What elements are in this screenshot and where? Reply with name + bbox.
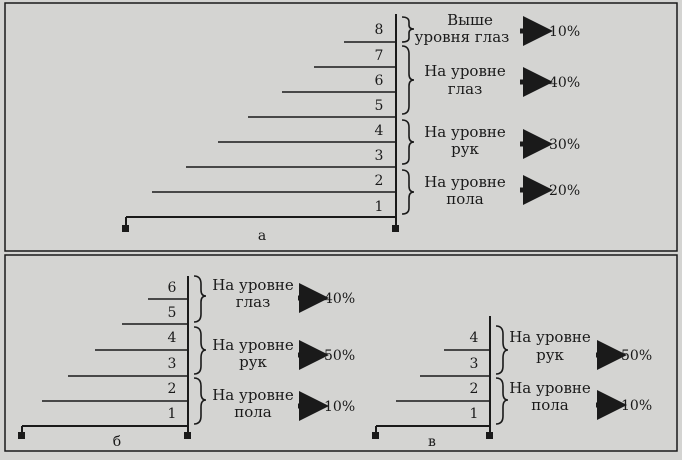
- shelf-number: 4: [374, 123, 384, 139]
- panel-caption: б: [112, 434, 122, 450]
- foot-block: [486, 432, 493, 439]
- shelf-number: 5: [167, 305, 177, 321]
- group-brace: [496, 326, 508, 374]
- group-label: глаз: [447, 80, 483, 98]
- group-label: На уровне: [424, 62, 506, 80]
- group-brace: [194, 327, 206, 374]
- group-brace: [402, 170, 414, 214]
- group-label: На уровне: [424, 123, 506, 141]
- panel-a-frame: [5, 3, 677, 251]
- foot-block: [184, 432, 191, 439]
- group-label: На уровне: [509, 328, 591, 346]
- shelf-number: 3: [469, 356, 479, 372]
- percent-label: 10%: [549, 24, 581, 40]
- shelf-number: 5: [374, 98, 384, 114]
- shelf-number: 1: [469, 406, 479, 422]
- group-brace: [194, 276, 206, 322]
- panel-v: [372, 316, 652, 450]
- percent-label: 10%: [324, 399, 356, 415]
- shelf-number: 4: [469, 330, 479, 346]
- shelf-number: 1: [167, 406, 177, 422]
- panel-caption: а: [257, 228, 267, 244]
- foot-block: [122, 225, 129, 232]
- shelf-number: 2: [167, 381, 177, 397]
- group-brace: [194, 378, 206, 424]
- shelf-number: 2: [469, 381, 479, 397]
- group-label: Выше: [447, 11, 493, 29]
- percent-label: 50%: [324, 348, 356, 364]
- group-label: рук: [536, 346, 564, 364]
- group-label: пола: [446, 190, 484, 208]
- foot-block: [392, 225, 399, 232]
- shelf-number: 3: [374, 148, 384, 164]
- percent-label: 20%: [549, 183, 581, 199]
- group-brace: [496, 378, 508, 424]
- group-label: рук: [239, 353, 267, 371]
- group-label: рук: [451, 140, 479, 158]
- percent-label: 30%: [549, 137, 581, 153]
- group-label: уровня глаз: [414, 28, 510, 46]
- percent-label: 40%: [549, 75, 581, 91]
- shelf-number: 6: [374, 73, 384, 89]
- group-label: На уровне: [212, 386, 294, 404]
- group-brace: [402, 120, 414, 164]
- shelf-number: 2: [374, 173, 384, 189]
- shelf-number: 3: [167, 356, 177, 372]
- percent-label: 40%: [324, 291, 356, 307]
- percent-label: 50%: [621, 348, 653, 364]
- shelf-number: 7: [374, 48, 384, 64]
- group-label: На уровне: [509, 379, 591, 397]
- shelf-number: 8: [374, 22, 384, 38]
- shelf-number: 4: [167, 330, 177, 346]
- panel-b: [18, 276, 355, 450]
- panel-caption: в: [428, 434, 436, 450]
- shelf-number: 1: [374, 199, 384, 215]
- group-label: На уровне: [424, 173, 506, 191]
- group-label: На уровне: [212, 336, 294, 354]
- group-label: На уровне: [212, 276, 294, 294]
- group-label: пола: [531, 396, 569, 414]
- foot-block: [372, 432, 379, 439]
- shelf-number: 6: [167, 280, 177, 296]
- group-label: глаз: [235, 293, 271, 311]
- group-label: пола: [234, 403, 272, 421]
- group-brace: [402, 17, 414, 42]
- panel-a: [122, 11, 580, 244]
- percent-label: 10%: [621, 398, 653, 414]
- group-brace: [402, 46, 414, 114]
- foot-block: [18, 432, 25, 439]
